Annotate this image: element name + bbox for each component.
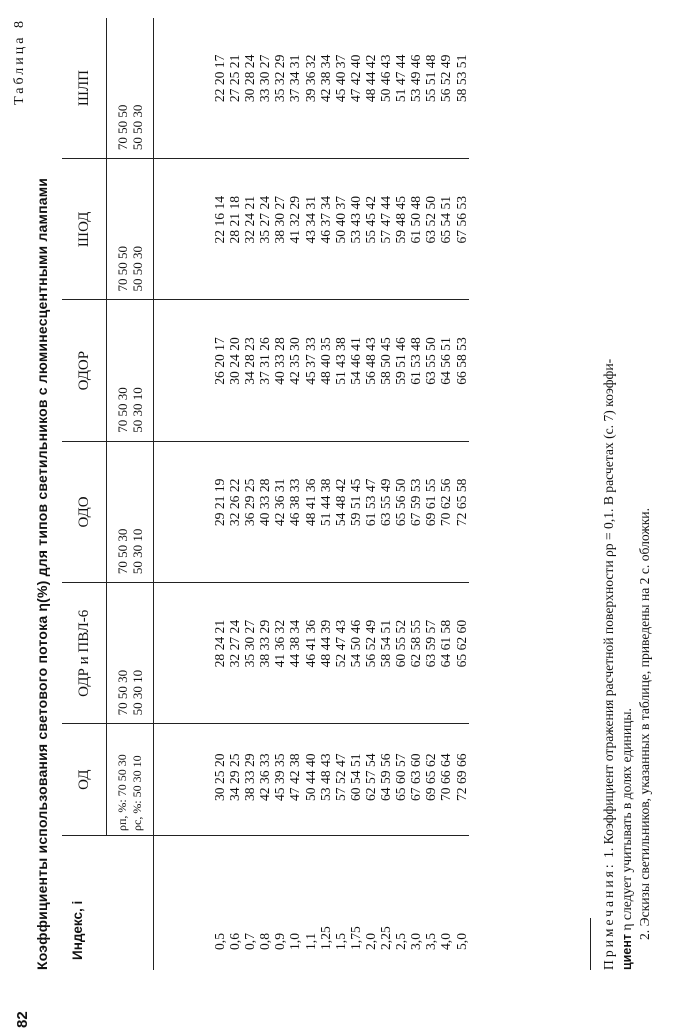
coefficient-cell: 42 36 33 <box>257 724 272 836</box>
table-row <box>303 18 318 970</box>
group-name: ОДОР <box>75 350 92 391</box>
coefficient-cell: 72 65 58 <box>454 441 469 582</box>
coefficient-cell: 63 59 57 <box>423 583 438 724</box>
index-value: 2,5 <box>393 933 409 950</box>
coefficient-cell: 62 58 55 <box>408 583 423 724</box>
group-header-odo <box>62 441 107 582</box>
rho-p-values: 70 50 30 <box>115 387 130 433</box>
coefficient-cell: 51 43 38 <box>333 300 348 441</box>
rho-p-values: 70 50 30 <box>115 669 130 716</box>
coefficient-cell: 36 29 25 <box>242 441 257 582</box>
coefficient-cell: 53 43 40 <box>348 159 363 300</box>
index-value: 0,8 <box>257 933 273 950</box>
table-title: Коэффициенты использования светового потока η(%) для типов светильников с люминесцентными лампами <box>34 177 50 970</box>
coefficient-cell: 55 45 42 <box>363 159 378 300</box>
note-1-line-1 <box>600 20 618 970</box>
coefficient-cell: 64 59 56 <box>378 724 393 836</box>
table-row <box>363 18 378 970</box>
coefficient-cell: 35 30 27 <box>242 583 257 724</box>
coefficient-cell: 69 61 55 <box>423 441 438 582</box>
group-header-shod <box>62 159 107 300</box>
coefficient-cell: 63 52 50 <box>423 159 438 300</box>
coefficient-cell: 47 42 40 <box>348 18 363 159</box>
index-value: 1,5 <box>332 933 348 950</box>
coefficient-cell: 55 51 48 <box>423 18 438 159</box>
group-name: ШЛП <box>75 70 92 107</box>
coefficient-cell: 64 56 51 <box>438 300 453 441</box>
notes-divider <box>590 918 591 970</box>
table-row <box>257 18 272 970</box>
coefficient-cell: 43 34 31 <box>303 159 318 300</box>
table-row <box>318 18 333 970</box>
coefficient-cell: 51 47 44 <box>393 18 408 159</box>
coefficient-cell: 37 34 31 <box>287 18 302 159</box>
index-value: 0,6 <box>227 933 243 950</box>
reflectance-cell <box>107 18 154 159</box>
coefficient-cell: 50 44 40 <box>303 724 318 836</box>
coefficient-cell: 67 56 53 <box>454 159 469 300</box>
coefficient-cell: 35 32 29 <box>272 18 287 159</box>
notes-block <box>600 20 654 970</box>
coefficient-cell: 22 20 17 <box>212 18 227 159</box>
reflectance-cell <box>107 159 154 300</box>
coefficient-cell: 28 21 18 <box>227 159 242 300</box>
coefficient-cell: 27 25 21 <box>227 18 242 159</box>
coefficient-cell: 65 56 50 <box>393 441 408 582</box>
coefficient-cell: 42 36 31 <box>272 441 287 582</box>
coefficient-cell: 42 35 30 <box>287 300 302 441</box>
coefficient-cell: 61 53 47 <box>363 441 378 582</box>
table-row <box>438 18 453 970</box>
reflectance-cell <box>107 583 154 724</box>
coefficient-cell: 48 41 36 <box>303 441 318 582</box>
coefficient-cell: 26 20 17 <box>212 300 227 441</box>
index-value: 5,0 <box>453 933 469 950</box>
index-value: 3,5 <box>423 933 439 950</box>
coefficient-cell: 38 33 29 <box>257 583 272 724</box>
coefficient-cell: 37 31 26 <box>257 300 272 441</box>
rho-c-values: 50 30 10 <box>130 387 145 433</box>
coefficient-cell: 51 44 38 <box>318 441 333 582</box>
coefficient-cell: 38 33 29 <box>242 724 257 836</box>
note-1-line-2 <box>618 20 636 970</box>
table-row <box>423 18 438 970</box>
coefficient-cell: 50 40 37 <box>333 159 348 300</box>
index-value: 1,25 <box>317 926 333 950</box>
index-value: 1,1 <box>302 933 318 950</box>
coefficient-cell: 57 47 44 <box>378 159 393 300</box>
coefficient-cell: 48 40 35 <box>318 300 333 441</box>
coefficient-cell: 59 48 45 <box>393 159 408 300</box>
coefficient-cell: 67 63 60 <box>408 724 423 836</box>
group-header-odor <box>62 300 107 441</box>
rho-p-values: 70 50 30 <box>115 528 130 575</box>
index-value: 0,7 <box>242 933 258 950</box>
coefficient-cell: 63 55 49 <box>378 441 393 582</box>
table-row <box>408 18 423 970</box>
index-header: Индекс, i <box>62 836 154 971</box>
coefficient-cell: 57 52 47 <box>333 724 348 836</box>
coefficient-cell: 41 32 29 <box>287 159 302 300</box>
spacer-row <box>154 18 213 970</box>
coefficient-cell: 53 48 43 <box>318 724 333 836</box>
group-header-shlp <box>62 18 107 159</box>
coefficient-cell: 33 30 27 <box>257 18 272 159</box>
index-value: 2,0 <box>362 933 378 950</box>
coefficient-cell: 46 41 36 <box>303 583 318 724</box>
notes-label: Примечания: <box>601 861 616 970</box>
coefficient-cell: 45 39 35 <box>272 724 287 836</box>
group-name: ШОД <box>75 211 92 248</box>
coefficient-cell: 42 38 34 <box>318 18 333 159</box>
coefficient-cell: 48 44 42 <box>363 18 378 159</box>
reflectance-row <box>107 18 154 970</box>
coefficient-cell: 66 58 53 <box>454 300 469 441</box>
group-header-odr-pvl6 <box>62 583 107 724</box>
coefficient-cell: 52 47 43 <box>333 583 348 724</box>
coefficient-cell: 41 36 32 <box>272 583 287 724</box>
coefficient-cell: 70 66 64 <box>438 724 453 836</box>
table-row <box>287 18 302 970</box>
rho-p-values: 70 50 50 <box>115 104 130 151</box>
table-row <box>212 18 227 970</box>
coefficient-cell: 45 40 37 <box>333 18 348 159</box>
coefficient-cell: 32 27 24 <box>227 583 242 724</box>
table-row <box>227 18 242 970</box>
table-row <box>348 18 363 970</box>
coefficient-cell: 32 24 21 <box>242 159 257 300</box>
note-2: 2. Эскизы светильников, указанных в таблице, приведены на 2 с. обложки. <box>637 508 652 940</box>
coefficient-cell: 48 44 39 <box>318 583 333 724</box>
coefficient-cell: 29 21 19 <box>212 441 227 582</box>
table-row <box>378 18 393 970</box>
coefficient-cell: 65 60 57 <box>393 724 408 836</box>
rho-p-values: 70 50 50 <box>115 245 130 292</box>
coefficient-cell: 53 49 46 <box>408 18 423 159</box>
coefficient-cell: 58 53 51 <box>454 18 469 159</box>
page-number: 82 <box>14 1011 31 1028</box>
table-row <box>333 18 348 970</box>
table-row <box>454 18 469 970</box>
coefficient-cell: 59 51 46 <box>393 300 408 441</box>
table-row <box>242 18 257 970</box>
rho-c-values: 50 30 10 <box>130 528 145 575</box>
coefficient-cell: 60 55 52 <box>393 583 408 724</box>
coefficient-cell: 72 69 66 <box>454 724 469 836</box>
coefficient-cell: 47 42 38 <box>287 724 302 836</box>
coefficient-cell: 56 48 43 <box>363 300 378 441</box>
coefficient-cell: 46 37 34 <box>318 159 333 300</box>
coefficient-cell: 61 50 48 <box>408 159 423 300</box>
coefficient-cell: 28 24 21 <box>212 583 227 724</box>
coefficient-cell: 61 53 48 <box>408 300 423 441</box>
group-header-od <box>62 724 107 836</box>
rho-c-values: 50 50 30 <box>130 245 145 292</box>
coefficient-cell: 58 50 45 <box>378 300 393 441</box>
coefficient-cell: 54 46 41 <box>348 300 363 441</box>
index-value: 1,75 <box>347 926 363 950</box>
index-value: 4,0 <box>438 933 454 950</box>
note-1-text: 1. Коэффициент отражения расчетной поверхности ρр = 0,1. В расчетах (с. 7) коэффи- <box>601 358 616 858</box>
group-name: ОДО <box>75 496 92 528</box>
coefficient-cell: 40 33 28 <box>272 300 287 441</box>
note-1-continuation: η следует учитывать в долях единицы. <box>619 708 634 934</box>
index-value: 0,9 <box>272 933 288 950</box>
coefficient-cell: 34 29 25 <box>227 724 242 836</box>
coefficient-cell: 22 16 14 <box>212 159 227 300</box>
coefficient-cell: 56 52 49 <box>363 583 378 724</box>
reflectance-cell <box>107 724 154 836</box>
coefficient-cell: 65 62 60 <box>454 583 469 724</box>
coefficient-cell: 40 33 28 <box>257 441 272 582</box>
coefficient-cell: 32 26 22 <box>227 441 242 582</box>
index-value: 3,0 <box>408 933 424 950</box>
coefficient-cell: 69 65 62 <box>423 724 438 836</box>
coefficient-cell: 65 54 51 <box>438 159 453 300</box>
coefficient-cell: 60 54 51 <box>348 724 363 836</box>
note-1-word: циент <box>620 934 634 970</box>
coefficient-cell: 34 28 23 <box>242 300 257 441</box>
coefficient-cell: 63 55 50 <box>423 300 438 441</box>
rho-p-label: ρп, %: 70 50 30 <box>115 754 129 831</box>
table-body <box>154 18 469 970</box>
index-value: 1,0 <box>287 933 303 950</box>
index-value: 2,25 <box>378 926 394 950</box>
coefficient-cell: 46 38 33 <box>287 441 302 582</box>
reflectance-cell <box>107 441 154 582</box>
coefficient-cell: 38 30 27 <box>272 159 287 300</box>
coefficient-cell: 64 61 58 <box>438 583 453 724</box>
coefficients-table <box>62 18 469 970</box>
rho-c-label: ρс, %: 50 30 10 <box>130 755 144 831</box>
coefficient-cell: 70 62 56 <box>438 441 453 582</box>
coefficient-cell: 58 54 51 <box>378 583 393 724</box>
coefficient-cell: 59 51 45 <box>348 441 363 582</box>
coefficient-cell: 30 25 20 <box>212 724 227 836</box>
rho-c-values: 50 50 30 <box>130 104 145 151</box>
group-name: ОД <box>75 769 92 790</box>
table-row <box>393 18 408 970</box>
coefficient-cell: 39 36 32 <box>303 18 318 159</box>
rho-c-values: 50 30 10 <box>130 669 145 716</box>
coefficient-cell: 30 28 24 <box>242 18 257 159</box>
coefficient-cell: 67 59 53 <box>408 441 423 582</box>
coefficient-cell: 54 50 46 <box>348 583 363 724</box>
coefficient-cell: 54 48 42 <box>333 441 348 582</box>
coefficient-cell: 62 57 54 <box>363 724 378 836</box>
coefficient-cell: 45 37 33 <box>303 300 318 441</box>
table-row <box>272 18 287 970</box>
reflectance-cell <box>107 300 154 441</box>
coefficient-cell: 44 38 34 <box>287 583 302 724</box>
coefficient-cell: 35 27 24 <box>257 159 272 300</box>
table-label: Таблица 8 <box>12 18 27 105</box>
index-value: 0,5 <box>212 933 227 950</box>
coefficient-cell: 30 24 20 <box>227 300 242 441</box>
coefficient-cell: 50 46 43 <box>378 18 393 159</box>
coefficient-cell: 56 52 49 <box>438 18 453 159</box>
group-name: ОДР и ПВЛ-6 <box>75 609 92 697</box>
